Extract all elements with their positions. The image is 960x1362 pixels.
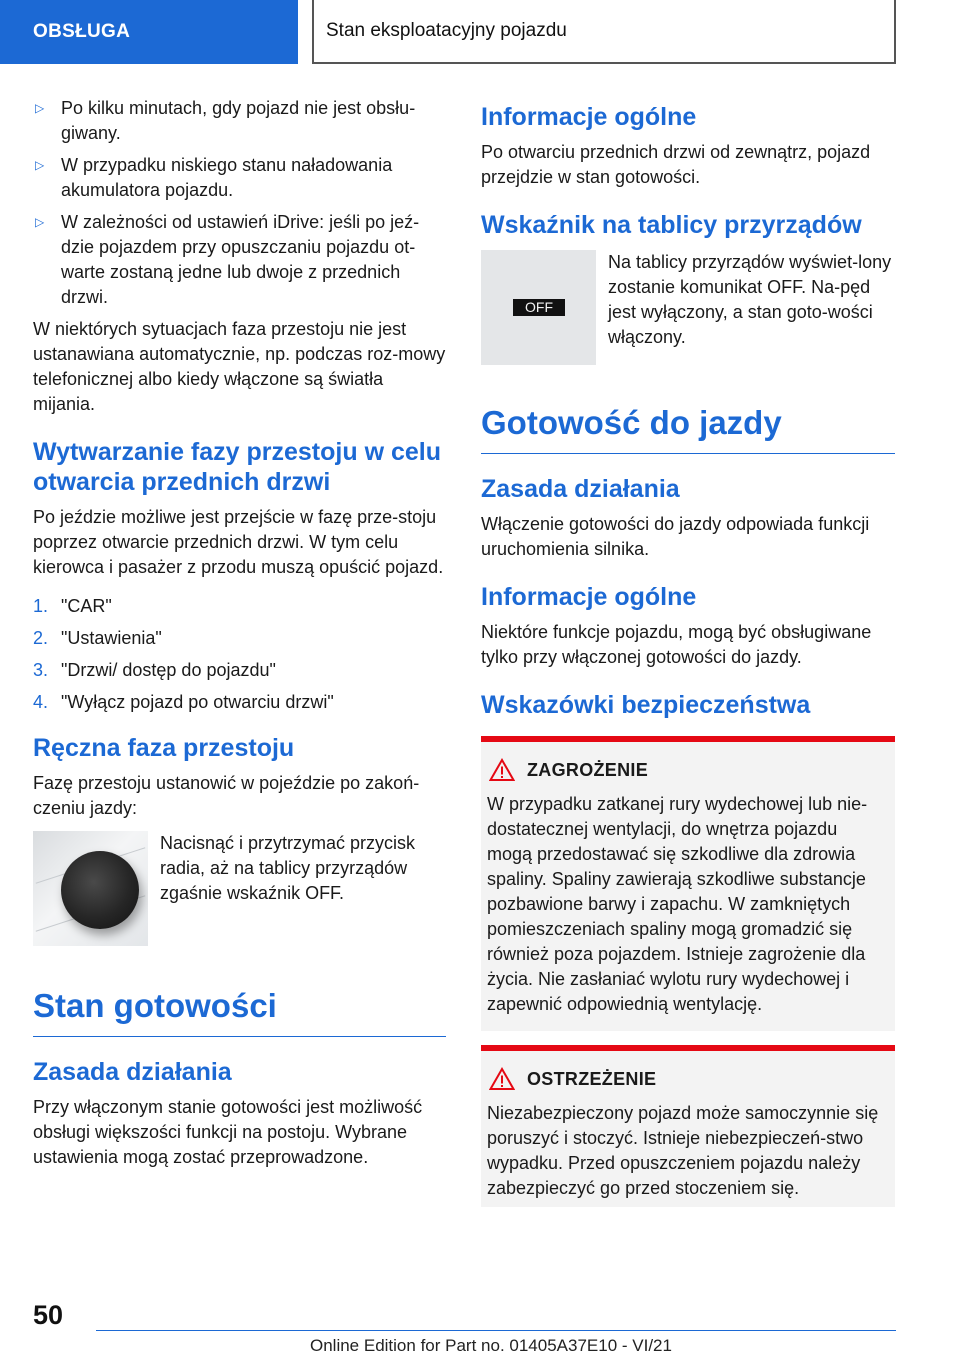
steps-list <box>33 594 446 715</box>
danger-title: ZAGROŻENIE <box>527 759 649 780</box>
right-column <box>481 96 895 1207</box>
danger-text: W przypadku zatkanej rury wydechowej lub nie-dostatecznej wentylacji, do wnętrza pojazdu mogą przedostawać się szkodliwe dla zdrowia spaliny. Spaliny zawierają szkodliwe substancje pozbawione barwy i zapachu. W zamkniętych pomieszczeniach spaliny mogą gromadzić się również poza pojazdem. Istnieje zagrożenie dla życia. Nie zasłaniać wylotu rury wydechowej i zapewnić odpowiednią wentylację. <box>487 794 868 1014</box>
paragraph-principle: Przy włączonym stanie gotowości jest możliwość obsługi większości funkcji na postoju. Wybrane ustawienia mogą zostać przeprowadzone. <box>33 1097 423 1167</box>
triangle-bullet-icon: ▷ <box>35 101 45 115</box>
condition-list <box>33 96 446 310</box>
list-item: 4. "Wyłącz pojazd po otwarciu drzwi" <box>33 692 334 712</box>
warning-triangle-icon <box>489 1067 515 1091</box>
heading-drive-ready: Gotowość do jazdy <box>481 403 895 454</box>
warning-text: Niezabezpieczony pojazd może samoczynnie się poruszyć i stoczyć. Istnieje niebezpieczeń-stwo wypadku. Przed opuszczeniem pojazdu należy zabezpieczyć go przed stoczeniem się. <box>487 1103 879 1198</box>
radio-knob-image <box>33 831 148 946</box>
heading-indicator: Wskaźnik na tablicy przyrządów <box>481 211 862 239</box>
danger-header <box>487 758 887 782</box>
knob-instruction <box>33 831 446 946</box>
off-display-image <box>481 250 596 365</box>
left-column <box>33 96 446 1170</box>
paragraph-general-info-2: Niektóre funkcje pojazdu, mogą być obsługiwane tylko przy włączonej gotowości do jazdy. <box>481 622 872 667</box>
danger-box <box>481 736 895 1031</box>
warning-triangle-icon <box>489 758 515 782</box>
off-badge: OFF <box>513 299 565 316</box>
triangle-bullet-icon: ▷ <box>35 158 45 172</box>
heading-doors: Wytwarzanie fazy przestoju w celu otwarcia przednich drzwi <box>33 438 441 496</box>
paragraph-general-info: Po otwarciu przednich drzwi od zewnątrz, pojazd przejdzie w stan gotowości. <box>481 142 871 187</box>
heading-manual: Ręczna faza przestoju <box>33 734 295 762</box>
list-item: ▷ W przypadku niskiego stanu naładowania akumulatora pojazdu. <box>35 155 393 200</box>
list-item: 1. "CAR" <box>33 596 112 616</box>
knob-instruction-text: Nacisnąć i przytrzymać przycisk radia, aż na tablicy przyrządów zgaśnie wskaźnik OFF. <box>160 833 416 903</box>
list-item: 2. "Ustawienia" <box>33 628 162 648</box>
heading-general-info: Informacje ogólne <box>481 103 697 131</box>
heading-general-info-2: Informacje ogólne <box>481 583 697 611</box>
triangle-bullet-icon: ▷ <box>35 215 45 229</box>
warning-header <box>487 1067 887 1091</box>
footer-edition: Online Edition for Part no. 01405A37E10 - VI/21 <box>310 1336 672 1355</box>
page-header-title: Stan eksploatacyjny pojazdu <box>312 0 896 64</box>
paragraph-doors: Po jeździe możliwe jest przejście w fazę prze-stoju poprzez otwarcie przednich drzwi. W tym celu kierowca i pasażer z przodu muszą opuścić pojazd. <box>33 507 444 577</box>
section-tab: OBSŁUGA <box>0 0 298 64</box>
paragraph-manual: Fazę przestoju ustanowić w pojeździe po zakoń-czeniu jazdy: <box>33 773 420 818</box>
heading-standby: Stan gotowości <box>33 986 446 1037</box>
warning-title: OSTRZEŻENIE <box>527 1068 657 1089</box>
page-number: 50 <box>33 1300 64 1330</box>
footer-divider <box>96 1330 896 1331</box>
paragraph-principle-2: Włączenie gotowości do jazdy odpowiada funkcji uruchomienia silnika. <box>481 514 870 559</box>
list-item: ▷ W zależności od ustawień iDrive: jeśli po jeź-dzie pojazdem przy opuszczaniu pojazdu ot-warte zostaną jedne lub dwoje z przednich drzwi. <box>35 212 420 307</box>
list-item: 3. "Drzwi/ dostęp do pojazdu" <box>33 660 276 680</box>
list-item: ▷ Po kilku minutach, gdy pojazd nie jest obsłu-giwany. <box>35 98 416 143</box>
heading-safety: Wskazówki bezpieczeństwa <box>481 691 811 719</box>
heading-principle: Zasada działania <box>33 1058 232 1086</box>
paragraph-exceptions: W niektórych sytuacjach faza przestoju nie jest ustanawiana automatycznie, np. podczas roz-mowy telefonicznej albo kiedy włączone są światła mijania. <box>33 319 446 414</box>
indicator-text: Na tablicy przyrządów wyświet-lony zostanie komunikat OFF. Na-pęd jest wyłączony, a stan goto-wości włączony. <box>608 252 892 347</box>
heading-principle-2: Zasada działania <box>481 475 680 503</box>
indicator-row <box>481 250 895 365</box>
warning-box <box>481 1045 895 1207</box>
